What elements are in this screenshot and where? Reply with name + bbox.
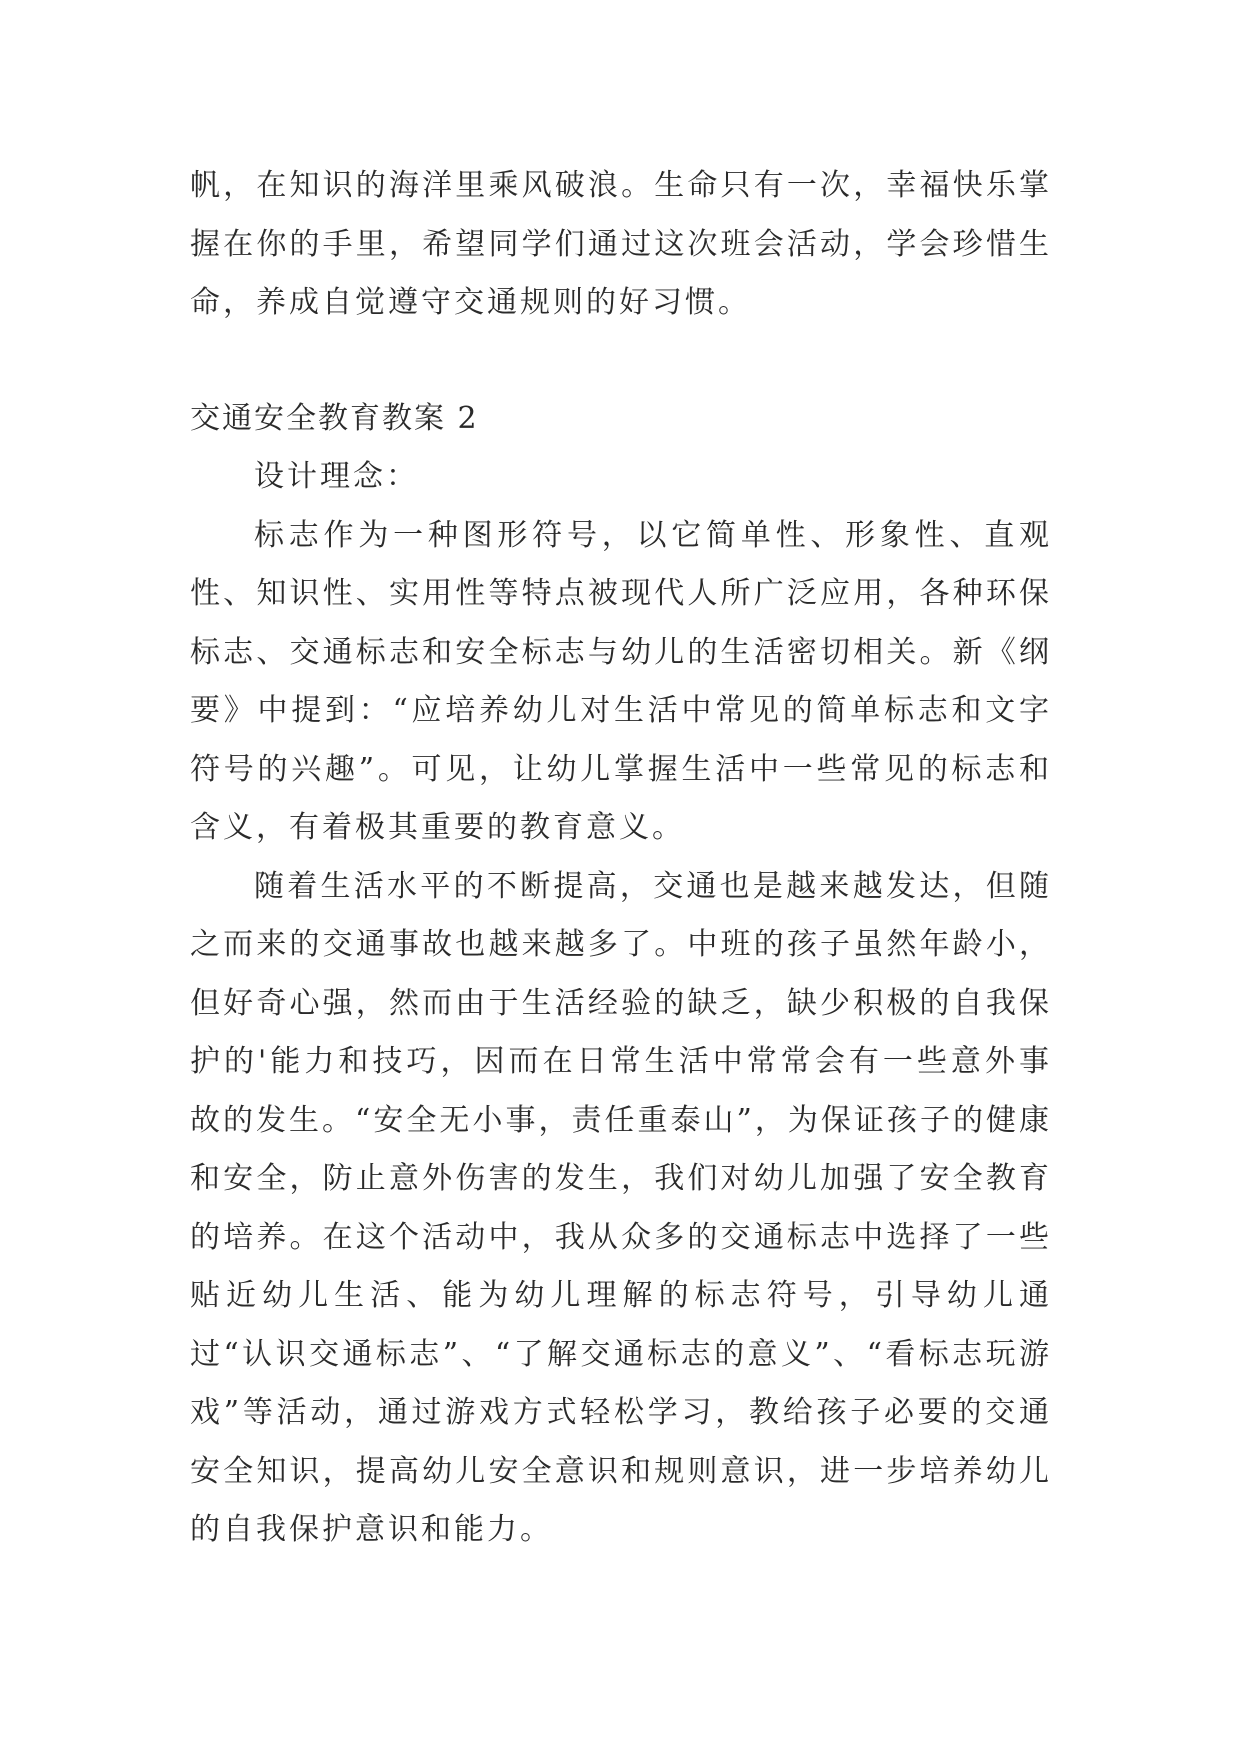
document-body	[190, 157, 1052, 1560]
subheading-design-concept: 设计理念：	[254, 459, 419, 494]
section-title: 交通安全教育教案 2	[190, 400, 479, 436]
body-paragraph-2: 随着生活水平的不断提高，交通也是越来越发达，但随之而来的交通事故也越来越多了。中班的孩子虽然年龄小，但好奇心强，然而由于生活经验的缺乏，缺少积极的自我保护的'能力和技巧，因而在日常生活中常常会有一些意外事故的发生。“安全无小事，责任重泰山”，为保证孩子的健康和安全，防止意外伤害的发生，我们对幼儿加强了安全教育的培养。在这个活动中，我从众多的交通标志中选择了一些贴近幼儿生活、能为幼儿理解的标志符号，引导幼儿通过“认识交通标志”、“了解交通标志的意义”、“看标志玩游戏”等活动，通过游戏方式轻松学习，教给孩子必要的交通安全知识，提高幼儿安全意识和规则意识，进一步培养幼儿的自我保护意识和能力。	[190, 868, 1052, 1547]
body-paragraph-1: 标志作为一种图形符号，以它简单性、形象性、直观性、知识性、实用性等特点被现代人所广泛应用，各种环保标志、交通标志和安全标志与幼儿的生活密切相关。新《纲要》中提到：“应培养幼儿对生活中常见的简单标志和文字符号的兴趣”。可见，让幼儿掌握生活中一些常见的标志和含义，有着极其重要的教育意义。	[190, 517, 1052, 845]
continuation-paragraph: 帆，在知识的海洋里乘风破浪。生命只有一次，幸福快乐掌握在你的手里，希望同学们通过这次班会活动，学会珍惜生命，养成自觉遵守交通规则的好习惯。	[190, 168, 1052, 320]
